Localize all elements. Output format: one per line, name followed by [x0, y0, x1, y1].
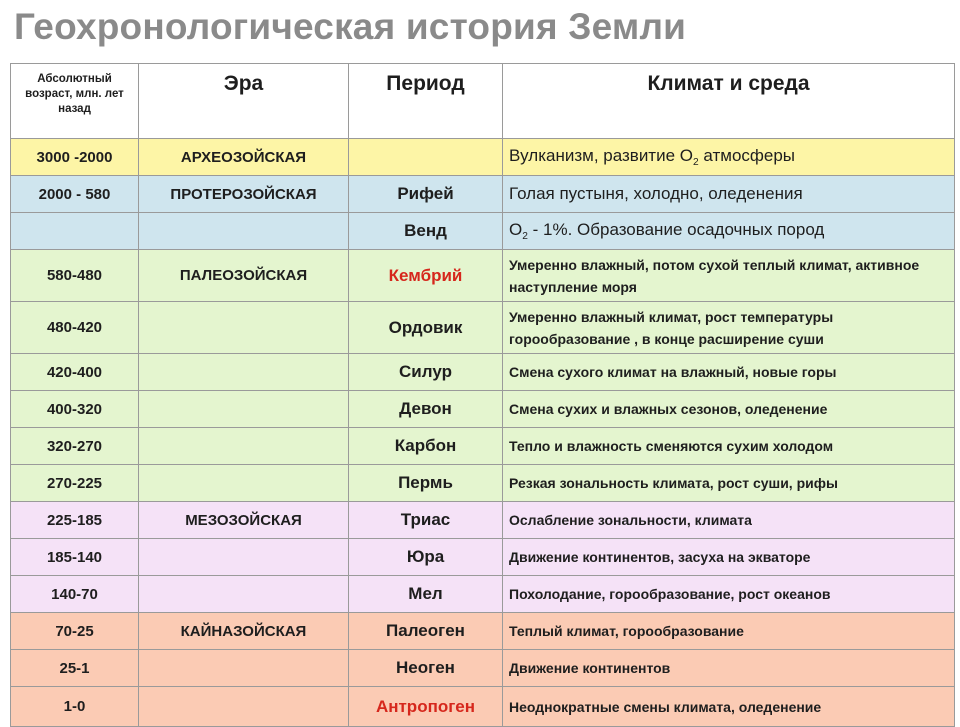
- table-row: [11, 354, 955, 391]
- page-title: Геохронологическая история Земли: [14, 6, 687, 47]
- cell-age: 320-270: [11, 428, 139, 465]
- cell-period: Мел: [349, 576, 503, 613]
- cell-age: 70-25: [11, 613, 139, 650]
- cell-climate: Смена сухого климат на влажный, новые горы: [503, 354, 955, 391]
- cell-climate: Резкая зональность климата, рост суши, рифы: [503, 465, 955, 502]
- cell-era: [139, 213, 349, 250]
- table-row: [11, 302, 955, 354]
- cell-climate: Движение континентов, засуха на экваторе: [503, 539, 955, 576]
- cell-era: [139, 428, 349, 465]
- cell-era: [139, 391, 349, 428]
- cell-period: Триас: [349, 502, 503, 539]
- table-row: [11, 428, 955, 465]
- climate-text-tail: - 1%. Образование осадочных пород: [527, 219, 825, 239]
- cell-age: 420-400: [11, 354, 139, 391]
- climate-subscript: 2: [693, 156, 699, 168]
- cell-age: 2000 - 580: [11, 176, 139, 213]
- cell-climate: Смена сухих и влажных сезонов, оледенение: [503, 391, 955, 428]
- table-row: [11, 539, 955, 576]
- cell-climate: Движение континентов: [503, 650, 955, 687]
- cell-era: [139, 302, 349, 354]
- cell-era: АРХЕОЗОЙСКАЯ: [139, 139, 349, 176]
- table-row: [11, 576, 955, 613]
- cell-period: Ордовик: [349, 302, 503, 354]
- cell-period: Юра: [349, 539, 503, 576]
- cell-era: [139, 687, 349, 727]
- cell-climate: Умеренно влажный климат, рост температуры горообразование , в конце расширение суши: [503, 302, 955, 354]
- cell-period: Палеоген: [349, 613, 503, 650]
- climate-text: О: [509, 219, 523, 239]
- cell-age: 140-70: [11, 576, 139, 613]
- table-row: [11, 176, 955, 213]
- cell-era: [139, 354, 349, 391]
- climate-text: Вулканизм, развитие О: [509, 145, 693, 165]
- cell-climate: Теплый климат, горообразование: [503, 613, 955, 650]
- table-row: [11, 250, 955, 302]
- climate-text: Голая пустыня, холодно, оледенения: [509, 184, 803, 203]
- cell-age: 1-0: [11, 687, 139, 727]
- cell-period: Девон: [349, 391, 503, 428]
- cell-age: 3000 -2000: [11, 139, 139, 176]
- cell-era: КАЙНАЗОЙСКАЯ: [139, 613, 349, 650]
- cell-age: 185-140: [11, 539, 139, 576]
- header-era: Эра: [139, 64, 349, 139]
- cell-era: ПРОТЕРОЗОЙСКАЯ: [139, 176, 349, 213]
- climate-subscript: 2: [522, 230, 528, 242]
- cell-period: Пермь: [349, 465, 503, 502]
- cell-age: 580-480: [11, 250, 139, 302]
- table-header-row: [11, 64, 955, 139]
- table-row: [11, 139, 955, 176]
- table-row: [11, 613, 955, 650]
- table-row: [11, 687, 955, 727]
- table-row: [11, 213, 955, 250]
- cell-age: 270-225: [11, 465, 139, 502]
- cell-period: Антропоген: [349, 687, 503, 727]
- cell-age: 25-1: [11, 650, 139, 687]
- cell-climate: Похолодание, горообразование, рост океанов: [503, 576, 955, 613]
- geochronology-table: [10, 63, 955, 727]
- climate-text-tail: атмосферы: [698, 145, 796, 165]
- cell-climate: Тепло и влажность сменяются сухим холодом: [503, 428, 955, 465]
- cell-climate: Умеренно влажный, потом сухой теплый климат, активное наступление моря: [503, 250, 955, 302]
- cell-period: Венд: [349, 213, 503, 250]
- header-climate: Климат и среда: [503, 64, 955, 139]
- cell-age: 225-185: [11, 502, 139, 539]
- table-row: [11, 465, 955, 502]
- table-row: [11, 502, 955, 539]
- cell-period: Силур: [349, 354, 503, 391]
- cell-era: [139, 465, 349, 502]
- cell-climate: Неоднократные смены климата, оледенение: [503, 687, 955, 727]
- cell-period: Карбон: [349, 428, 503, 465]
- table-row: [11, 650, 955, 687]
- cell-climate: [503, 213, 955, 250]
- cell-age: [11, 213, 139, 250]
- cell-era: МЕЗОЗОЙСКАЯ: [139, 502, 349, 539]
- cell-period: [349, 139, 503, 176]
- cell-climate: [503, 139, 955, 176]
- header-period: Период: [349, 64, 503, 139]
- cell-period: Кембрий: [349, 250, 503, 302]
- cell-era: [139, 576, 349, 613]
- cell-period: Неоген: [349, 650, 503, 687]
- table-row: [11, 391, 955, 428]
- cell-age: 400-320: [11, 391, 139, 428]
- cell-era: [139, 539, 349, 576]
- cell-climate: [503, 176, 955, 213]
- cell-era: [139, 650, 349, 687]
- cell-age: 480-420: [11, 302, 139, 354]
- cell-climate: Ослабление зональности, климата: [503, 502, 955, 539]
- header-age: Абсолютный возраст, млн. лет назад: [11, 64, 139, 139]
- cell-era: ПАЛЕОЗОЙСКАЯ: [139, 250, 349, 302]
- cell-period: Рифей: [349, 176, 503, 213]
